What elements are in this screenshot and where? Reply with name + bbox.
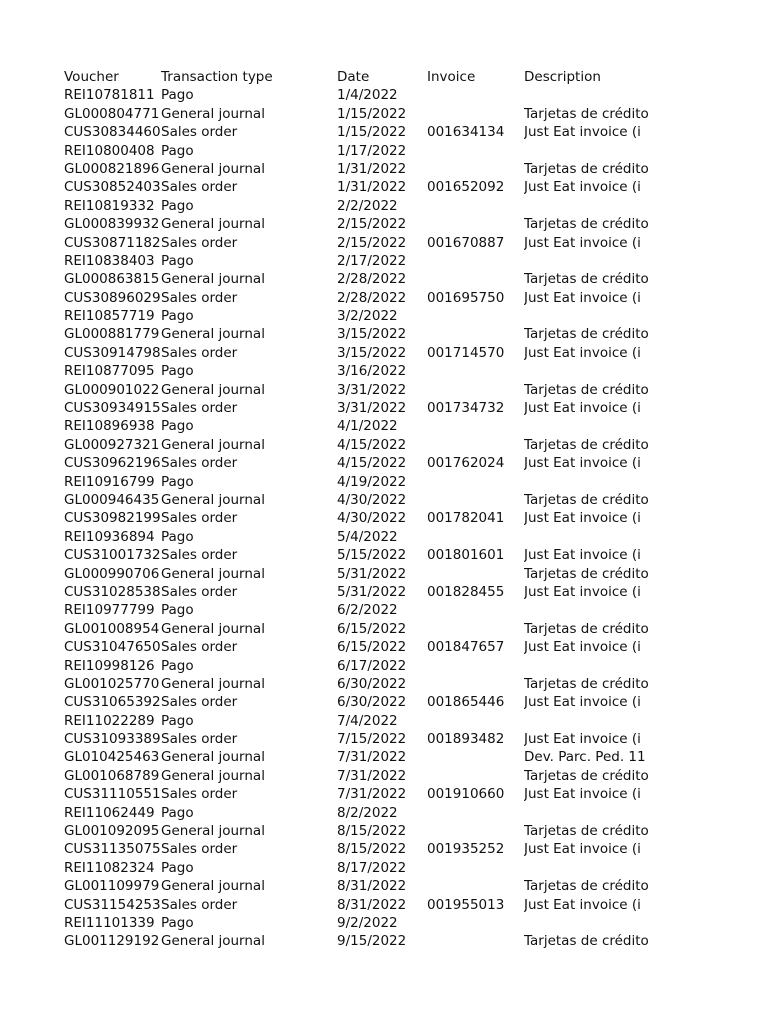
table-row [64, 86, 704, 104]
date-cell: 2/28/2022 [337, 289, 407, 306]
date-cell: 7/31/2022 [337, 749, 407, 766]
description-cell: Tarjetas de crédito [524, 620, 649, 637]
transaction-type-cell: General journal [161, 326, 265, 343]
voucher-cell: CUS31047650 [64, 639, 161, 656]
transaction-type-cell: Sales order [161, 400, 238, 417]
transaction-type-cell: General journal [161, 767, 265, 784]
voucher-cell: CUS31110551 [64, 786, 161, 803]
header-date: Date [337, 69, 370, 85]
transaction-type-cell: General journal [161, 675, 265, 692]
voucher-cell: REI11062449 [64, 804, 155, 821]
date-cell: 3/2/2022 [337, 308, 398, 325]
table-row [64, 822, 704, 840]
table-row [64, 473, 704, 491]
description-cell: Just Eat invoice (i [524, 289, 641, 306]
transaction-type-cell: Sales order [161, 455, 238, 472]
voucher-cell: GL010425463 [64, 749, 160, 766]
voucher-cell: REI10781811 [64, 87, 155, 104]
transaction-type-cell: Sales order [161, 124, 238, 141]
voucher-cell: REI11082324 [64, 859, 155, 876]
header-voucher: Voucher [64, 69, 119, 85]
date-cell: 7/31/2022 [337, 786, 407, 803]
transaction-type-cell: Pago [161, 804, 194, 821]
header-description: Description [524, 69, 601, 85]
table-row [64, 436, 704, 454]
table-row [64, 399, 704, 417]
transaction-type-cell: Pago [161, 252, 194, 269]
table-row [64, 601, 704, 619]
header-invoice: Invoice [427, 69, 476, 85]
description-cell: Just Eat invoice (i [524, 694, 641, 711]
table-row [64, 896, 704, 914]
transaction-type-cell: Sales order [161, 583, 238, 600]
description-cell: Dev. Parc. Ped. 11 [524, 749, 646, 766]
table-row [64, 546, 704, 564]
table-row [64, 528, 704, 546]
invoice-cell: 001734732 [427, 400, 505, 417]
description-cell: Tarjetas de crédito [524, 675, 649, 692]
transaction-type-cell: General journal [161, 933, 265, 950]
voucher-cell: CUS30896029 [64, 289, 161, 306]
voucher-cell: REI10936894 [64, 528, 155, 545]
voucher-cell: REI10916799 [64, 473, 155, 490]
table-row [64, 178, 704, 196]
table-row [64, 197, 704, 215]
transaction-type-cell: Sales order [161, 179, 238, 196]
date-cell: 1/15/2022 [337, 105, 407, 122]
table-row [64, 914, 704, 932]
voucher-cell: GL000839932 [64, 216, 160, 233]
table-row [64, 491, 704, 509]
header-row [64, 68, 704, 86]
invoice-cell: 001865446 [427, 694, 505, 711]
date-cell: 8/17/2022 [337, 859, 407, 876]
invoice-cell: 001828455 [427, 583, 505, 600]
voucher-cell: GL000946435 [64, 491, 160, 508]
invoice-cell: 001634134 [427, 124, 505, 141]
description-cell: Tarjetas de crédito [524, 878, 649, 895]
date-cell: 8/31/2022 [337, 878, 407, 895]
voucher-cell: REI11022289 [64, 712, 155, 729]
date-cell: 6/15/2022 [337, 639, 407, 656]
date-cell: 5/4/2022 [337, 528, 398, 545]
date-cell: 3/15/2022 [337, 344, 407, 361]
date-cell: 7/4/2022 [337, 712, 398, 729]
date-cell: 4/30/2022 [337, 510, 407, 527]
table-row [64, 252, 704, 270]
table-row [64, 234, 704, 252]
date-cell: 5/31/2022 [337, 565, 407, 582]
table-row [64, 454, 704, 472]
voucher-cell: GL000881779 [64, 326, 160, 343]
voucher-cell: CUS31154253 [64, 896, 161, 913]
table-row [64, 105, 704, 123]
voucher-cell: CUS30871182 [64, 234, 161, 251]
voucher-cell: GL000863815 [64, 271, 160, 288]
date-cell: 5/15/2022 [337, 547, 407, 564]
voucher-cell: GL000901022 [64, 381, 160, 398]
table-row [64, 583, 704, 601]
date-cell: 2/15/2022 [337, 216, 407, 233]
table-row [64, 620, 704, 638]
transaction-type-cell: Sales order [161, 841, 238, 858]
description-cell: Just Eat invoice (i [524, 344, 641, 361]
voucher-cell: REI11101339 [64, 914, 155, 931]
date-cell: 3/15/2022 [337, 326, 407, 343]
table-row [64, 877, 704, 895]
description-cell: Tarjetas de crédito [524, 767, 649, 784]
invoice-cell: 001670887 [427, 234, 505, 251]
date-cell: 7/31/2022 [337, 767, 407, 784]
transaction-type-cell: General journal [161, 823, 265, 840]
transaction-type-cell: Pago [161, 528, 194, 545]
transaction-type-cell: Sales order [161, 786, 238, 803]
date-cell: 8/15/2022 [337, 841, 407, 858]
voucher-cell: GL000990706 [64, 565, 160, 582]
voucher-cell: CUS30914798 [64, 344, 161, 361]
date-cell: 6/30/2022 [337, 675, 407, 692]
description-cell: Just Eat invoice (i [524, 124, 641, 141]
transaction-type-cell: Sales order [161, 289, 238, 306]
description-cell: Tarjetas de crédito [524, 326, 649, 343]
invoice-cell: 001714570 [427, 344, 505, 361]
description-cell: Tarjetas de crédito [524, 160, 649, 177]
invoice-cell: 001955013 [427, 896, 505, 913]
table-row [64, 381, 704, 399]
transaction-type-cell: Pago [161, 712, 194, 729]
description-cell: Just Eat invoice (i [524, 179, 641, 196]
transaction-type-cell: General journal [161, 491, 265, 508]
invoice-cell: 001910660 [427, 786, 505, 803]
transactions-sheet [64, 68, 704, 951]
table-row [64, 767, 704, 785]
transaction-type-cell: Pago [161, 87, 194, 104]
description-cell: Tarjetas de crédito [524, 823, 649, 840]
date-cell: 1/17/2022 [337, 142, 407, 159]
invoice-cell: 001762024 [427, 455, 505, 472]
date-cell: 4/19/2022 [337, 473, 407, 490]
voucher-cell: CUS30962196 [64, 455, 161, 472]
table-row [64, 344, 704, 362]
invoice-cell: 001935252 [427, 841, 505, 858]
transaction-type-cell: Sales order [161, 639, 238, 656]
table-row [64, 932, 704, 950]
transaction-type-cell: General journal [161, 271, 265, 288]
table-row [64, 840, 704, 858]
table-row [64, 325, 704, 343]
voucher-cell: REI10800408 [64, 142, 155, 159]
voucher-cell: REI10838403 [64, 252, 155, 269]
description-cell: Tarjetas de crédito [524, 271, 649, 288]
transaction-type-cell: Sales order [161, 510, 238, 527]
description-cell: Just Eat invoice (i [524, 731, 641, 748]
transaction-type-cell: General journal [161, 749, 265, 766]
date-cell: 7/15/2022 [337, 731, 407, 748]
transaction-type-cell: Pago [161, 418, 194, 435]
transaction-type-cell: Pago [161, 142, 194, 159]
table-row [64, 565, 704, 583]
table-row [64, 289, 704, 307]
table-row [64, 160, 704, 178]
transaction-type-cell: Pago [161, 363, 194, 380]
date-cell: 3/16/2022 [337, 363, 407, 380]
voucher-cell: GL001025770 [64, 675, 160, 692]
invoice-cell: 001801601 [427, 547, 505, 564]
voucher-cell: REI10977799 [64, 602, 155, 619]
date-cell: 8/15/2022 [337, 823, 407, 840]
transaction-type-cell: Pago [161, 657, 194, 674]
date-cell: 4/30/2022 [337, 491, 407, 508]
date-cell: 3/31/2022 [337, 400, 407, 417]
transaction-type-cell: General journal [161, 105, 265, 122]
table-row [64, 215, 704, 233]
transaction-type-cell: Sales order [161, 234, 238, 251]
transaction-type-cell: Pago [161, 602, 194, 619]
description-cell: Tarjetas de crédito [524, 933, 649, 950]
description-cell: Tarjetas de crédito [524, 216, 649, 233]
table-row [64, 657, 704, 675]
transaction-type-cell: General journal [161, 436, 265, 453]
voucher-cell: REI10877095 [64, 363, 155, 380]
table-row [64, 730, 704, 748]
transaction-type-cell: Pago [161, 859, 194, 876]
transaction-type-cell: Pago [161, 473, 194, 490]
date-cell: 8/2/2022 [337, 804, 398, 821]
date-cell: 6/30/2022 [337, 694, 407, 711]
transaction-type-cell: Sales order [161, 896, 238, 913]
voucher-cell: CUS31001732 [64, 547, 161, 564]
voucher-cell: GL001109979 [64, 878, 160, 895]
voucher-cell: CUS30934915 [64, 400, 161, 417]
date-cell: 6/15/2022 [337, 620, 407, 637]
date-cell: 2/17/2022 [337, 252, 407, 269]
voucher-cell: CUS31028538 [64, 583, 161, 600]
table-row [64, 748, 704, 766]
voucher-cell: GL000821896 [64, 160, 160, 177]
date-cell: 9/15/2022 [337, 933, 407, 950]
table-body [64, 86, 704, 950]
table-row [64, 638, 704, 656]
date-cell: 2/2/2022 [337, 197, 398, 214]
date-cell: 9/2/2022 [337, 914, 398, 931]
description-cell: Just Eat invoice (i [524, 234, 641, 251]
table-row [64, 362, 704, 380]
invoice-cell: 001695750 [427, 289, 505, 306]
transaction-type-cell: General journal [161, 216, 265, 233]
voucher-cell: GL000927321 [64, 436, 160, 453]
description-cell: Just Eat invoice (i [524, 841, 641, 858]
transaction-type-cell: General journal [161, 381, 265, 398]
voucher-cell: REI10998126 [64, 657, 155, 674]
voucher-cell: REI10857719 [64, 308, 155, 325]
transaction-type-cell: Pago [161, 197, 194, 214]
date-cell: 1/4/2022 [337, 87, 398, 104]
transaction-type-cell: Pago [161, 308, 194, 325]
transaction-type-cell: General journal [161, 878, 265, 895]
date-cell: 2/28/2022 [337, 271, 407, 288]
description-cell: Just Eat invoice (i [524, 510, 641, 527]
table-row [64, 804, 704, 822]
voucher-cell: GL000804771 [64, 105, 160, 122]
voucher-cell: GL001008954 [64, 620, 160, 637]
date-cell: 2/15/2022 [337, 234, 407, 251]
voucher-cell: CUS30834460 [64, 124, 161, 141]
transaction-type-cell: General journal [161, 620, 265, 637]
date-cell: 5/31/2022 [337, 583, 407, 600]
table-row [64, 123, 704, 141]
description-cell: Just Eat invoice (i [524, 455, 641, 472]
table-row [64, 712, 704, 730]
transaction-type-cell: Pago [161, 914, 194, 931]
transaction-type-cell: General journal [161, 565, 265, 582]
date-cell: 4/15/2022 [337, 436, 407, 453]
table-row [64, 693, 704, 711]
voucher-cell: CUS31065392 [64, 694, 161, 711]
date-cell: 1/31/2022 [337, 179, 407, 196]
table-row [64, 675, 704, 693]
table-row [64, 859, 704, 877]
voucher-cell: GL001068789 [64, 767, 160, 784]
description-cell: Just Eat invoice (i [524, 786, 641, 803]
date-cell: 3/31/2022 [337, 381, 407, 398]
voucher-cell: CUS30852403 [64, 179, 161, 196]
table-row [64, 509, 704, 527]
date-cell: 1/31/2022 [337, 160, 407, 177]
transaction-type-cell: Sales order [161, 731, 238, 748]
description-cell: Just Eat invoice (i [524, 400, 641, 417]
voucher-cell: GL001129192 [64, 933, 160, 950]
description-cell: Tarjetas de crédito [524, 491, 649, 508]
voucher-cell: CUS31135075 [64, 841, 161, 858]
description-cell: Just Eat invoice (i [524, 896, 641, 913]
header-transaction-type: Transaction type [161, 69, 273, 85]
voucher-cell: CUS31093389 [64, 731, 161, 748]
invoice-cell: 001893482 [427, 731, 505, 748]
invoice-cell: 001782041 [427, 510, 505, 527]
date-cell: 8/31/2022 [337, 896, 407, 913]
description-cell: Just Eat invoice (i [524, 639, 641, 656]
description-cell: Just Eat invoice (i [524, 583, 641, 600]
date-cell: 6/17/2022 [337, 657, 407, 674]
invoice-cell: 001847657 [427, 639, 505, 656]
table-row [64, 417, 704, 435]
table-row [64, 785, 704, 803]
date-cell: 4/1/2022 [337, 418, 398, 435]
table-row [64, 142, 704, 160]
description-cell: Tarjetas de crédito [524, 565, 649, 582]
description-cell: Just Eat invoice (i [524, 547, 641, 564]
voucher-cell: REI10819332 [64, 197, 155, 214]
description-cell: Tarjetas de crédito [524, 436, 649, 453]
date-cell: 1/15/2022 [337, 124, 407, 141]
transaction-type-cell: Sales order [161, 694, 238, 711]
description-cell: Tarjetas de crédito [524, 105, 649, 122]
date-cell: 6/2/2022 [337, 602, 398, 619]
transaction-type-cell: Sales order [161, 344, 238, 361]
date-cell: 4/15/2022 [337, 455, 407, 472]
voucher-cell: GL001092095 [64, 823, 160, 840]
table-row [64, 307, 704, 325]
transaction-type-cell: Sales order [161, 547, 238, 564]
description-cell: Tarjetas de crédito [524, 381, 649, 398]
invoice-cell: 001652092 [427, 179, 505, 196]
transaction-type-cell: General journal [161, 160, 265, 177]
table-row [64, 270, 704, 288]
voucher-cell: CUS30982199 [64, 510, 161, 527]
voucher-cell: REI10896938 [64, 418, 155, 435]
